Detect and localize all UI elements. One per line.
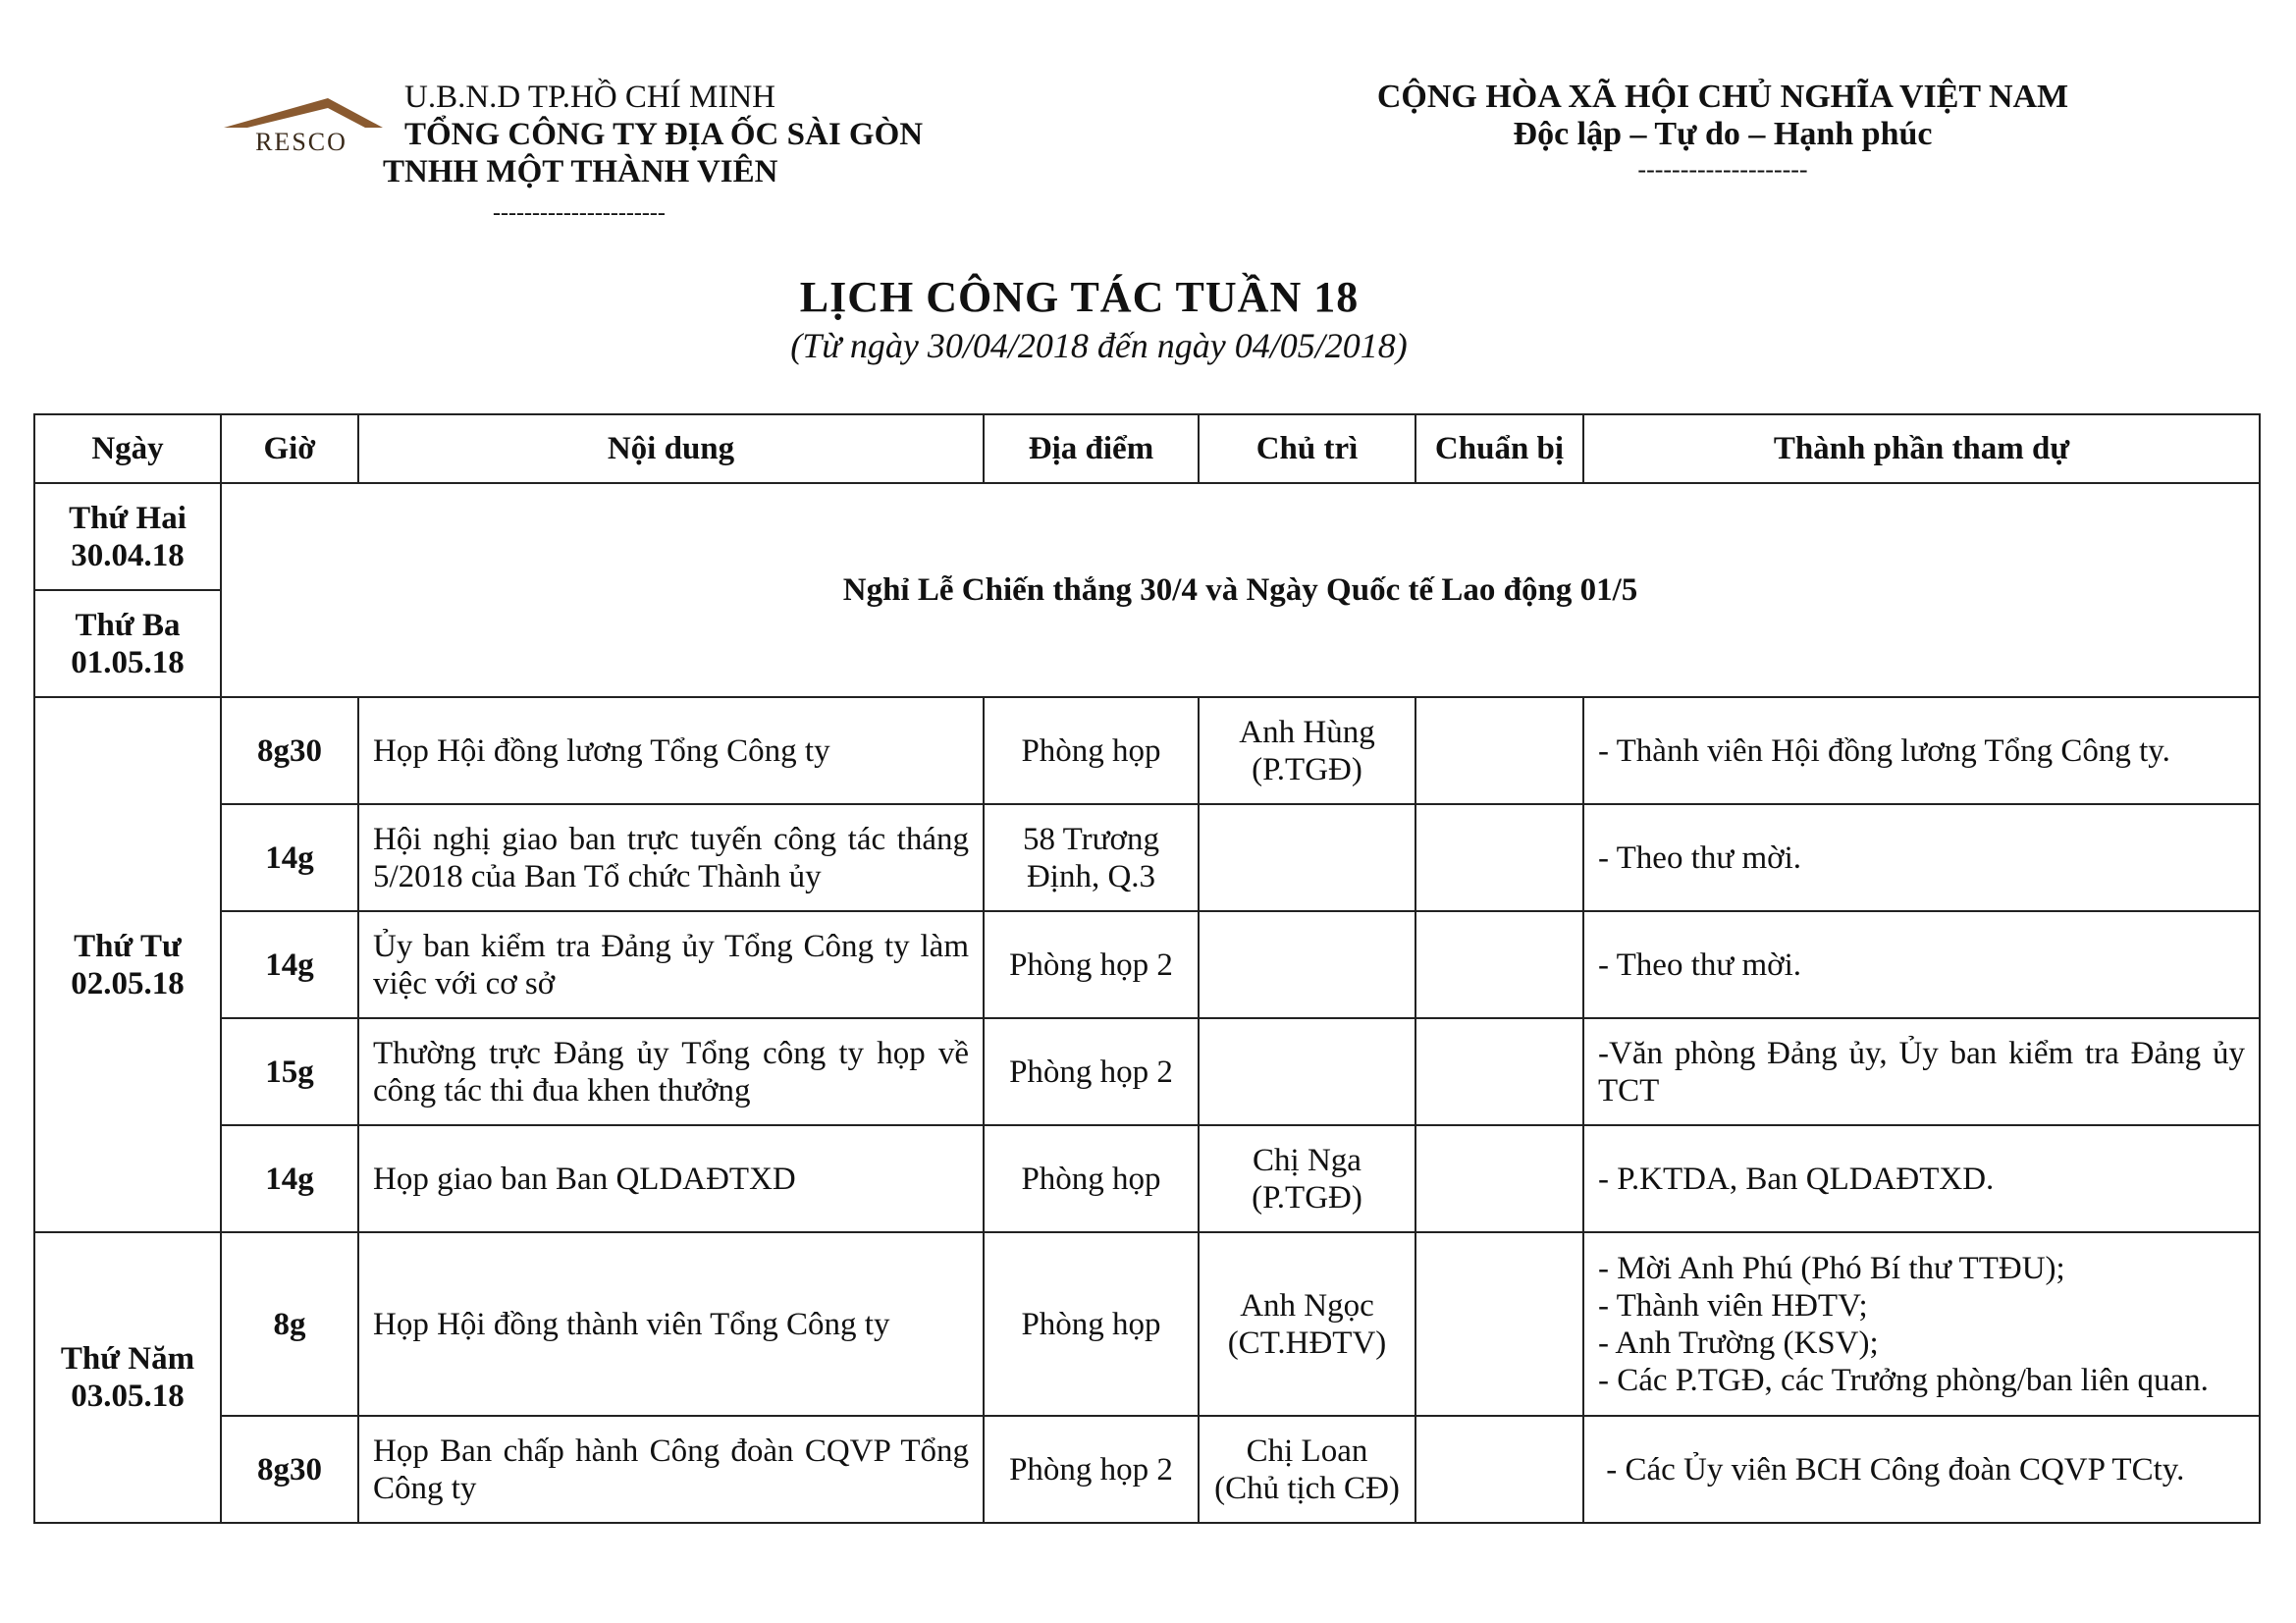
time-cell: 8g30 <box>221 697 358 804</box>
chair-cell <box>1199 1416 1415 1523</box>
content-cell: Hội nghị giao ban trực tuyến công tác tháng 5/2018 của Ban Tổ chức Thành ủy <box>358 804 984 911</box>
prep-cell <box>1415 1125 1583 1232</box>
table-row <box>34 804 2260 911</box>
day-date: 03.05.18 <box>71 1379 185 1414</box>
document-title: LỊCH CÔNG TÁC TUẦN 18 <box>799 273 1360 321</box>
day-cell-tuesday <box>34 590 221 697</box>
logo-text: RESCO <box>255 128 347 156</box>
attendees-cell <box>1583 1232 2260 1416</box>
attendee-line: - Theo thư mời. <box>1598 947 1802 983</box>
prep-cell <box>1415 697 1583 804</box>
org-divider: ---------------------- <box>493 200 666 226</box>
attendees-cell <box>1583 1125 2260 1232</box>
place-cell: Phòng họp <box>984 1125 1199 1232</box>
attendee-line: - Anh Trường (KSV); <box>1598 1325 1879 1361</box>
table-row <box>34 911 2260 1018</box>
org-line-1: U.B.N.D TP.HỒ CHÍ MINH <box>404 80 776 115</box>
attendee-line: - P.KTDA, Ban QLDAĐTXD. <box>1598 1161 1995 1197</box>
prep-cell <box>1415 911 1583 1018</box>
attendee-line: - Các Ủy viên BCH Công đoàn CQVP TCty. <box>1598 1451 2185 1488</box>
header-attendees: Thành phần tham dự <box>1583 414 2260 483</box>
header-chair: Chủ trì <box>1199 414 1415 483</box>
place-cell: Phòng họp 2 <box>984 911 1199 1018</box>
attendee-line: - Các P.TGĐ, các Trưởng phòng/ban liên quan. <box>1598 1362 2209 1398</box>
day-date: 30.04.18 <box>71 537 185 573</box>
place-cell: Phòng họp <box>984 697 1199 804</box>
chair-cell <box>1199 1125 1415 1232</box>
attendee-line: - Theo thư mời. <box>1598 839 1802 876</box>
time-cell: 8g <box>221 1232 358 1416</box>
time-cell: 14g <box>221 804 358 911</box>
chair-cell <box>1199 1018 1415 1125</box>
chair-cell <box>1199 697 1415 804</box>
attendees-cell <box>1583 911 2260 1018</box>
place-cell: Phòng họp 2 <box>984 1018 1199 1125</box>
table-row <box>34 1416 2260 1523</box>
day-name: Thứ Hai <box>69 500 187 536</box>
day-name: Thứ Tư <box>74 928 182 964</box>
attendees-cell <box>1583 1018 2260 1125</box>
prep-cell <box>1415 1232 1583 1416</box>
table-row <box>34 483 2260 590</box>
table-row <box>34 1232 2260 1416</box>
attendee-line: - Thành viên Hội đồng lương Tổng Công ty. <box>1598 732 2170 769</box>
day-name: Thứ Năm <box>60 1341 195 1377</box>
content-cell: Họp giao ban Ban QLDAĐTXD <box>358 1125 984 1232</box>
attendee-line: - Thành viên HĐTV; <box>1598 1287 1868 1324</box>
time-cell: 8g30 <box>221 1416 358 1523</box>
national-motto: Độc lập – Tự do – Hạnh phúc <box>1513 116 1933 152</box>
day-name: Thứ Ba <box>75 607 181 643</box>
time-cell: 15g <box>221 1018 358 1125</box>
day-date: 02.05.18 <box>71 965 185 1001</box>
header-prep: Chuẩn bị <box>1415 414 1583 483</box>
day-cell-monday <box>34 483 221 590</box>
time-cell: 14g <box>221 911 358 1018</box>
table-row <box>34 1125 2260 1232</box>
day-date: 01.05.18 <box>71 644 185 680</box>
header-content: Nội dung <box>358 414 984 483</box>
content-cell: Thường trực Đảng ủy Tổng công ty họp về công tác thi đua khen thưởng <box>358 1018 984 1125</box>
day-cell-wednesday <box>34 697 221 1232</box>
place-cell: 58 Trương Định, Q.3 <box>984 804 1199 911</box>
chair-title: (CT.HĐTV) <box>1227 1325 1387 1361</box>
chair-cell <box>1199 804 1415 911</box>
table-header-row <box>34 414 2260 483</box>
schedule-table <box>33 413 2261 1524</box>
national-header <box>1306 79 2140 187</box>
chair-name: Chị Loan <box>1246 1433 1368 1469</box>
holiday-notice: Nghỉ Lễ Chiến thắng 30/4 và Ngày Quốc tế Lao động 01/5 <box>221 483 2260 697</box>
resco-logo <box>218 94 385 163</box>
place-cell: Phòng họp <box>984 1232 1199 1416</box>
chair-name: Chị Nga <box>1253 1142 1362 1178</box>
prep-cell <box>1415 804 1583 911</box>
prep-cell <box>1415 1018 1583 1125</box>
chair-name: Anh Ngọc <box>1240 1287 1374 1324</box>
table-row <box>34 1018 2260 1125</box>
chair-cell <box>1199 911 1415 1018</box>
attendees-cell <box>1583 1416 2260 1523</box>
national-divider: -------------------- <box>1637 155 1808 184</box>
time-cell: 14g <box>221 1125 358 1232</box>
chair-cell <box>1199 1232 1415 1416</box>
attendees-cell <box>1583 804 2260 911</box>
content-cell: Ủy ban kiểm tra Đảng ủy Tổng Công ty làm việc với cơ sở <box>358 911 984 1018</box>
chair-title: (Chủ tịch CĐ) <box>1214 1470 1400 1506</box>
chair-title: (P.TGĐ) <box>1252 1179 1362 1216</box>
content-cell: Họp Ban chấp hành Công đoàn CQVP Tổng Công ty <box>358 1416 984 1523</box>
content-cell: Họp Hội đồng thành viên Tổng Công ty <box>358 1232 984 1416</box>
attendee-line: - Mời Anh Phú (Phó Bí thư TTĐU); <box>1598 1250 2065 1286</box>
header-place: Địa điểm <box>984 414 1199 483</box>
table-row <box>34 697 2260 804</box>
national-title: CỘNG HÒA XÃ HỘI CHỦ NGHĨA VIỆT NAM <box>1376 79 2069 115</box>
header-day: Ngày <box>34 414 221 483</box>
attendee-line: -Văn phòng Đảng ủy, Ủy ban kiểm tra Đảng ủy TCT <box>1598 1035 2245 1109</box>
document-title-block <box>0 271 2296 367</box>
place-cell: Phòng họp 2 <box>984 1416 1199 1523</box>
document-subtitle: (Từ ngày 30/04/2018 đến ngày 04/05/2018) <box>790 326 1408 365</box>
content-cell: Họp Hội đồng lương Tổng Công ty <box>358 697 984 804</box>
header-time: Giờ <box>221 414 358 483</box>
chair-title: (P.TGĐ) <box>1252 751 1362 787</box>
prep-cell <box>1415 1416 1583 1523</box>
org-line-2: TỔNG CÔNG TY ĐỊA ỐC SÀI GÒN <box>404 117 924 152</box>
chair-name: Anh Hùng <box>1239 714 1375 750</box>
attendees-cell <box>1583 697 2260 804</box>
org-line-3: TNHH MỘT THÀNH VIÊN <box>383 154 778 189</box>
day-cell-thursday <box>34 1232 221 1523</box>
